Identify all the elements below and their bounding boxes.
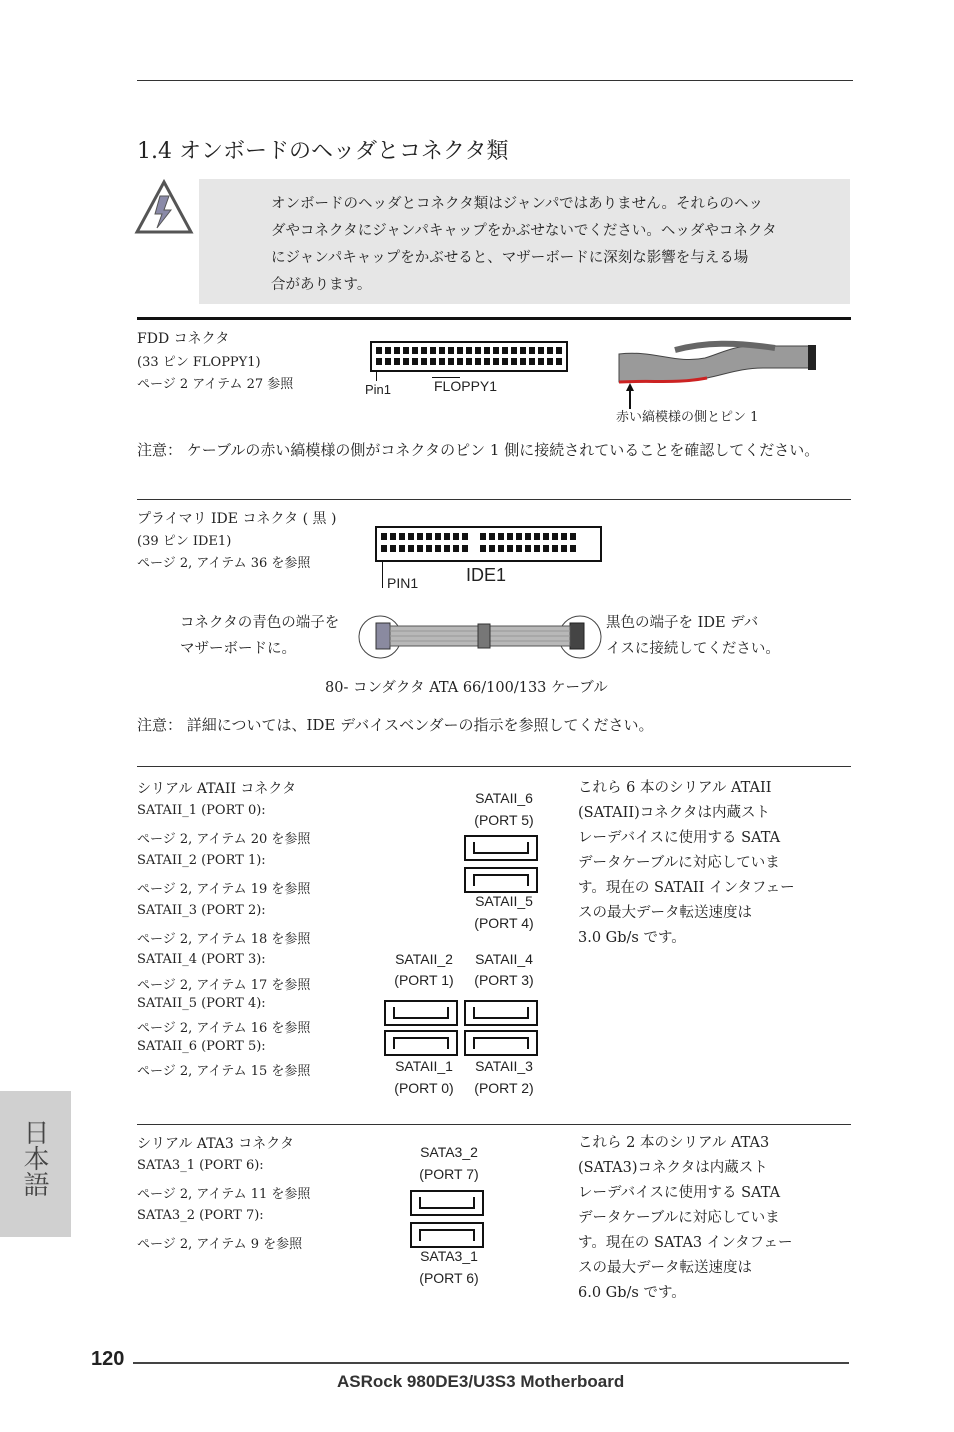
sata3-desc-line: スの最大データ転送速度は (578, 1260, 752, 1276)
header-pin (462, 533, 468, 540)
sataii-title: シリアル ATAII コネクタ (137, 781, 297, 797)
header-pin (520, 347, 526, 354)
warning-line: ダやコネクタにジャンパキャップをかぶせないでください。ヘッダやコネクタ (271, 223, 777, 239)
fdd-title: FDD コネクタ (137, 331, 230, 347)
header-pin (556, 347, 562, 354)
header-pin (435, 533, 441, 540)
header-pin (480, 545, 486, 552)
header-pin (430, 358, 436, 365)
fdd-name-label: FLOPPY1 (434, 378, 498, 394)
sataii-port-5: SATAII_6 (PORT 5): (137, 1039, 266, 1054)
header-pin (484, 347, 490, 354)
ide-right-note-1: 黒色の端子を IDE デバ (606, 615, 759, 631)
header-pin (403, 347, 409, 354)
label-port-7: (PORT 7) (419, 1166, 479, 1182)
ide-cable-label: 80- コンダクタ ATA 66/100/133 ケーブル (325, 680, 608, 696)
header-pin (516, 545, 522, 552)
header-pin (516, 533, 522, 540)
header-pin (381, 545, 387, 552)
header-pin (534, 545, 540, 552)
label-port-0: (PORT 0) (394, 1080, 454, 1096)
section-rule (137, 317, 851, 320)
header-pin (385, 347, 391, 354)
header-pin (529, 347, 535, 354)
header-pin (421, 358, 427, 365)
ide-pin1-pointer (382, 562, 383, 588)
language-side-tab (0, 1091, 71, 1237)
page-number: 120 (91, 1348, 125, 1370)
footer-rule (133, 1362, 849, 1364)
label-sataii-3: SATAII_3 (475, 1058, 533, 1074)
sataii-desc-line: 3.0 Gb/s です。 (578, 930, 686, 946)
header-pin (543, 533, 549, 540)
sata3-desc (578, 1131, 792, 1306)
sataii-ref-1: ページ 2, アイテム 19 を参照 (137, 882, 311, 897)
sataii-ref-3: ページ 2, アイテム 17 を参照 (137, 978, 311, 993)
sata3-1-connector (410, 1222, 484, 1248)
pin1-pointer (376, 372, 377, 381)
sataii-4-connector (464, 1000, 538, 1026)
ide-ref: ページ 2, アイテム 36 を参照 (137, 556, 311, 571)
sataii-ref-0: ページ 2, アイテム 20 を参照 (137, 832, 311, 847)
header-pin (376, 347, 382, 354)
header-pin (385, 358, 391, 365)
ide-left-note-2: マザーボードに。 (180, 641, 296, 657)
sataii-desc-line: (SATAII)コネクタは内蔵スト (578, 805, 770, 821)
header-pin (417, 533, 423, 540)
ide-caution: 注意： 詳細については、IDE デバイスベンダーの指示を参照してください。 (137, 716, 654, 734)
header-pin (408, 533, 414, 540)
header-pin (381, 533, 387, 540)
header-pin (403, 358, 409, 365)
sata3-desc-line: これら 2 本のシリアル ATA3 (578, 1135, 770, 1151)
header-pin (502, 347, 508, 354)
header-pin (462, 545, 468, 552)
header-pin (399, 545, 405, 552)
label-port-1: (PORT 1) (394, 972, 454, 988)
header-pin (430, 347, 436, 354)
ide-connector (375, 526, 602, 562)
header-pin (561, 545, 567, 552)
header-pin (475, 358, 481, 365)
label-port-5: (PORT 5) (474, 812, 534, 828)
header-pin (552, 533, 558, 540)
header-pin (493, 358, 499, 365)
header-pin (475, 347, 481, 354)
sataii-ref-4: ページ 2, アイテム 16 を参照 (137, 1021, 311, 1036)
sata3-desc-line: (SATA3)コネクタは内蔵スト (578, 1160, 768, 1176)
header-pin (525, 533, 531, 540)
header-pin (507, 545, 513, 552)
header-pin (570, 545, 576, 552)
header-pin (493, 347, 499, 354)
language-tab-label: 日本語 (19, 1119, 49, 1197)
fdd-caution: 注意： ケーブルの赤い縞模様の側がコネクタのピン 1 側に接続されていることを確認してください。 (137, 441, 820, 459)
header-pin (457, 358, 463, 365)
sata3-desc-line: レーデバイスに使用する SATA (578, 1185, 781, 1201)
ide-left-note-1: コネクタの青色の端子を (180, 615, 340, 631)
label-sata3-1: SATA3_1 (420, 1248, 478, 1264)
header-pin (412, 358, 418, 365)
ide-name-label: IDE1 (466, 565, 507, 585)
header-pin (390, 545, 396, 552)
label-sataii-6: SATAII_6 (475, 790, 533, 806)
floppy-cable-image (615, 340, 820, 388)
header-pin (520, 358, 526, 365)
sata3-port-1: SATA3_2 (PORT 7): (137, 1208, 264, 1223)
label-port-6: (PORT 6) (419, 1270, 479, 1286)
sataii-ref-5: ページ 2, アイテム 15 を参照 (137, 1064, 311, 1079)
header-pin (561, 533, 567, 540)
fdd-sub: (33 ピン FLOPPY1) (137, 355, 261, 370)
sataii-list (137, 803, 310, 1082)
top-rule (137, 80, 853, 81)
sata3-port-0: SATA3_1 (PORT 6): (137, 1158, 264, 1173)
sataii-desc-line: スの最大データ転送速度は (578, 905, 752, 921)
label-sataii-1: SATAII_1 (395, 1058, 453, 1074)
label-port-2: (PORT 2) (474, 1080, 534, 1096)
header-pin (489, 545, 495, 552)
sataii-port-3: SATAII_4 (PORT 3): (137, 952, 266, 967)
header-pin (502, 358, 508, 365)
header-pin (399, 533, 405, 540)
header-pin (426, 533, 432, 540)
header-pin (417, 545, 423, 552)
header-pin (498, 545, 504, 552)
header-pin (394, 358, 400, 365)
header-pin (453, 533, 459, 540)
header-pin (547, 358, 553, 365)
header-pin (552, 545, 558, 552)
header-pin (394, 347, 400, 354)
header-pin (507, 533, 513, 540)
sataii-desc-line: す。現在の SATAII インタフェー (578, 880, 795, 896)
header-pin (511, 358, 517, 365)
sataii-rule (137, 766, 851, 767)
header-pin (457, 347, 463, 354)
header-pin (570, 533, 576, 540)
header-pin (480, 533, 486, 540)
sata3-desc-line: す。現在の SATA3 インタフェー (578, 1235, 793, 1251)
header-pin (466, 358, 472, 365)
header-pin (444, 533, 450, 540)
header-pin (538, 358, 544, 365)
warning-line: にジャンパキャップをかぶせると、マザーボードに深刻な影響を与える場 (271, 250, 749, 266)
label-port-3: (PORT 3) (474, 972, 534, 988)
header-pin (489, 533, 495, 540)
sata3-desc-line: データケーブルに対応していま (578, 1210, 780, 1226)
sata3-2-connector (410, 1190, 484, 1216)
header-pin (498, 533, 504, 540)
header-pin (426, 545, 432, 552)
header-pin (453, 545, 459, 552)
sataii-2-connector (384, 1000, 458, 1026)
sata3-ref-1: ページ 2, アイテム 9 を参照 (137, 1237, 303, 1252)
ide-title: プライマリ IDE コネクタ ( 黒 ) (137, 511, 337, 527)
sataii-5-connector (464, 867, 538, 893)
sata3-ref-0: ページ 2, アイテム 11 を参照 (137, 1187, 311, 1202)
sataii-port-4: SATAII_5 (PORT 4): (137, 996, 266, 1011)
header-pin (376, 358, 382, 365)
sata3-desc-line: 6.0 Gb/s です。 (578, 1285, 686, 1301)
fdd-ref: ページ 2 アイテム 27 参照 (137, 377, 294, 392)
sataii-desc-line: これら 6 本のシリアル ATAII (578, 780, 772, 796)
header-pin (525, 545, 531, 552)
header-pin (439, 347, 445, 354)
header-pin (421, 347, 427, 354)
sataii-1-connector (384, 1030, 458, 1056)
section-title: 1.4 オンボードのヘッダとコネクタ類 (137, 139, 509, 164)
warning-line: 合があります。 (271, 277, 372, 293)
header-pin (538, 347, 544, 354)
ide-rule (137, 499, 851, 500)
label-sataii-5: SATAII_5 (475, 893, 533, 909)
red-stripe-note: 赤い縞模様の側とピン 1 (616, 410, 759, 425)
ide-sub: (39 ピン IDE1) (137, 534, 232, 549)
header-pin (390, 533, 396, 540)
sata3-title: シリアル ATA3 コネクタ (137, 1136, 294, 1152)
ide-right-note-2: イスに接続してください。 (606, 641, 780, 657)
sataii-port-1: SATAII_2 (PORT 1): (137, 853, 266, 868)
header-pin (435, 545, 441, 552)
header-pin (448, 347, 454, 354)
sataii-desc (578, 776, 795, 951)
sata3-list (137, 1158, 310, 1258)
header-pin (511, 347, 517, 354)
ide-pin1-label: PIN1 (387, 575, 419, 591)
header-pin (547, 347, 553, 354)
sataii-desc-line: レーデバイスに使用する SATA (578, 830, 781, 846)
warning-line: オンボードのヘッダとコネクタ類はジャンパではありません。それらのヘッ (271, 196, 763, 212)
ide-cable-image (358, 612, 602, 662)
sataii-3-connector (464, 1030, 538, 1056)
sataii-desc-line: データケーブルに対応していま (578, 855, 780, 871)
fdd-pin1-label: Pin1 (365, 382, 392, 397)
warning-icon (133, 178, 195, 238)
sataii-port-2: SATAII_3 (PORT 2): (137, 903, 266, 918)
header-pin (534, 533, 540, 540)
footer-product: ASRock 980DE3/U3S3 Motherboard (337, 1372, 625, 1391)
header-pin (408, 545, 414, 552)
label-sataii-4: SATAII_4 (475, 951, 533, 967)
header-pin (484, 358, 490, 365)
header-pin (556, 358, 562, 365)
header-pin (543, 545, 549, 552)
floppy-connector (370, 341, 568, 372)
header-pin (448, 358, 454, 365)
header-pin (529, 358, 535, 365)
sataii-6-connector (464, 835, 538, 861)
header-pin (439, 358, 445, 365)
sataii-ref-2: ページ 2, アイテム 18 を参照 (137, 932, 311, 947)
header-pin (444, 545, 450, 552)
header-pin (466, 347, 472, 354)
header-pin (412, 347, 418, 354)
sata3-rule (137, 1124, 851, 1125)
warning-box (199, 179, 850, 304)
label-port-4: (PORT 4) (474, 915, 534, 931)
label-sataii-2: SATAII_2 (395, 951, 453, 967)
label-sata3-2: SATA3_2 (420, 1144, 478, 1160)
sataii-port-0: SATAII_1 (PORT 0): (137, 803, 266, 818)
